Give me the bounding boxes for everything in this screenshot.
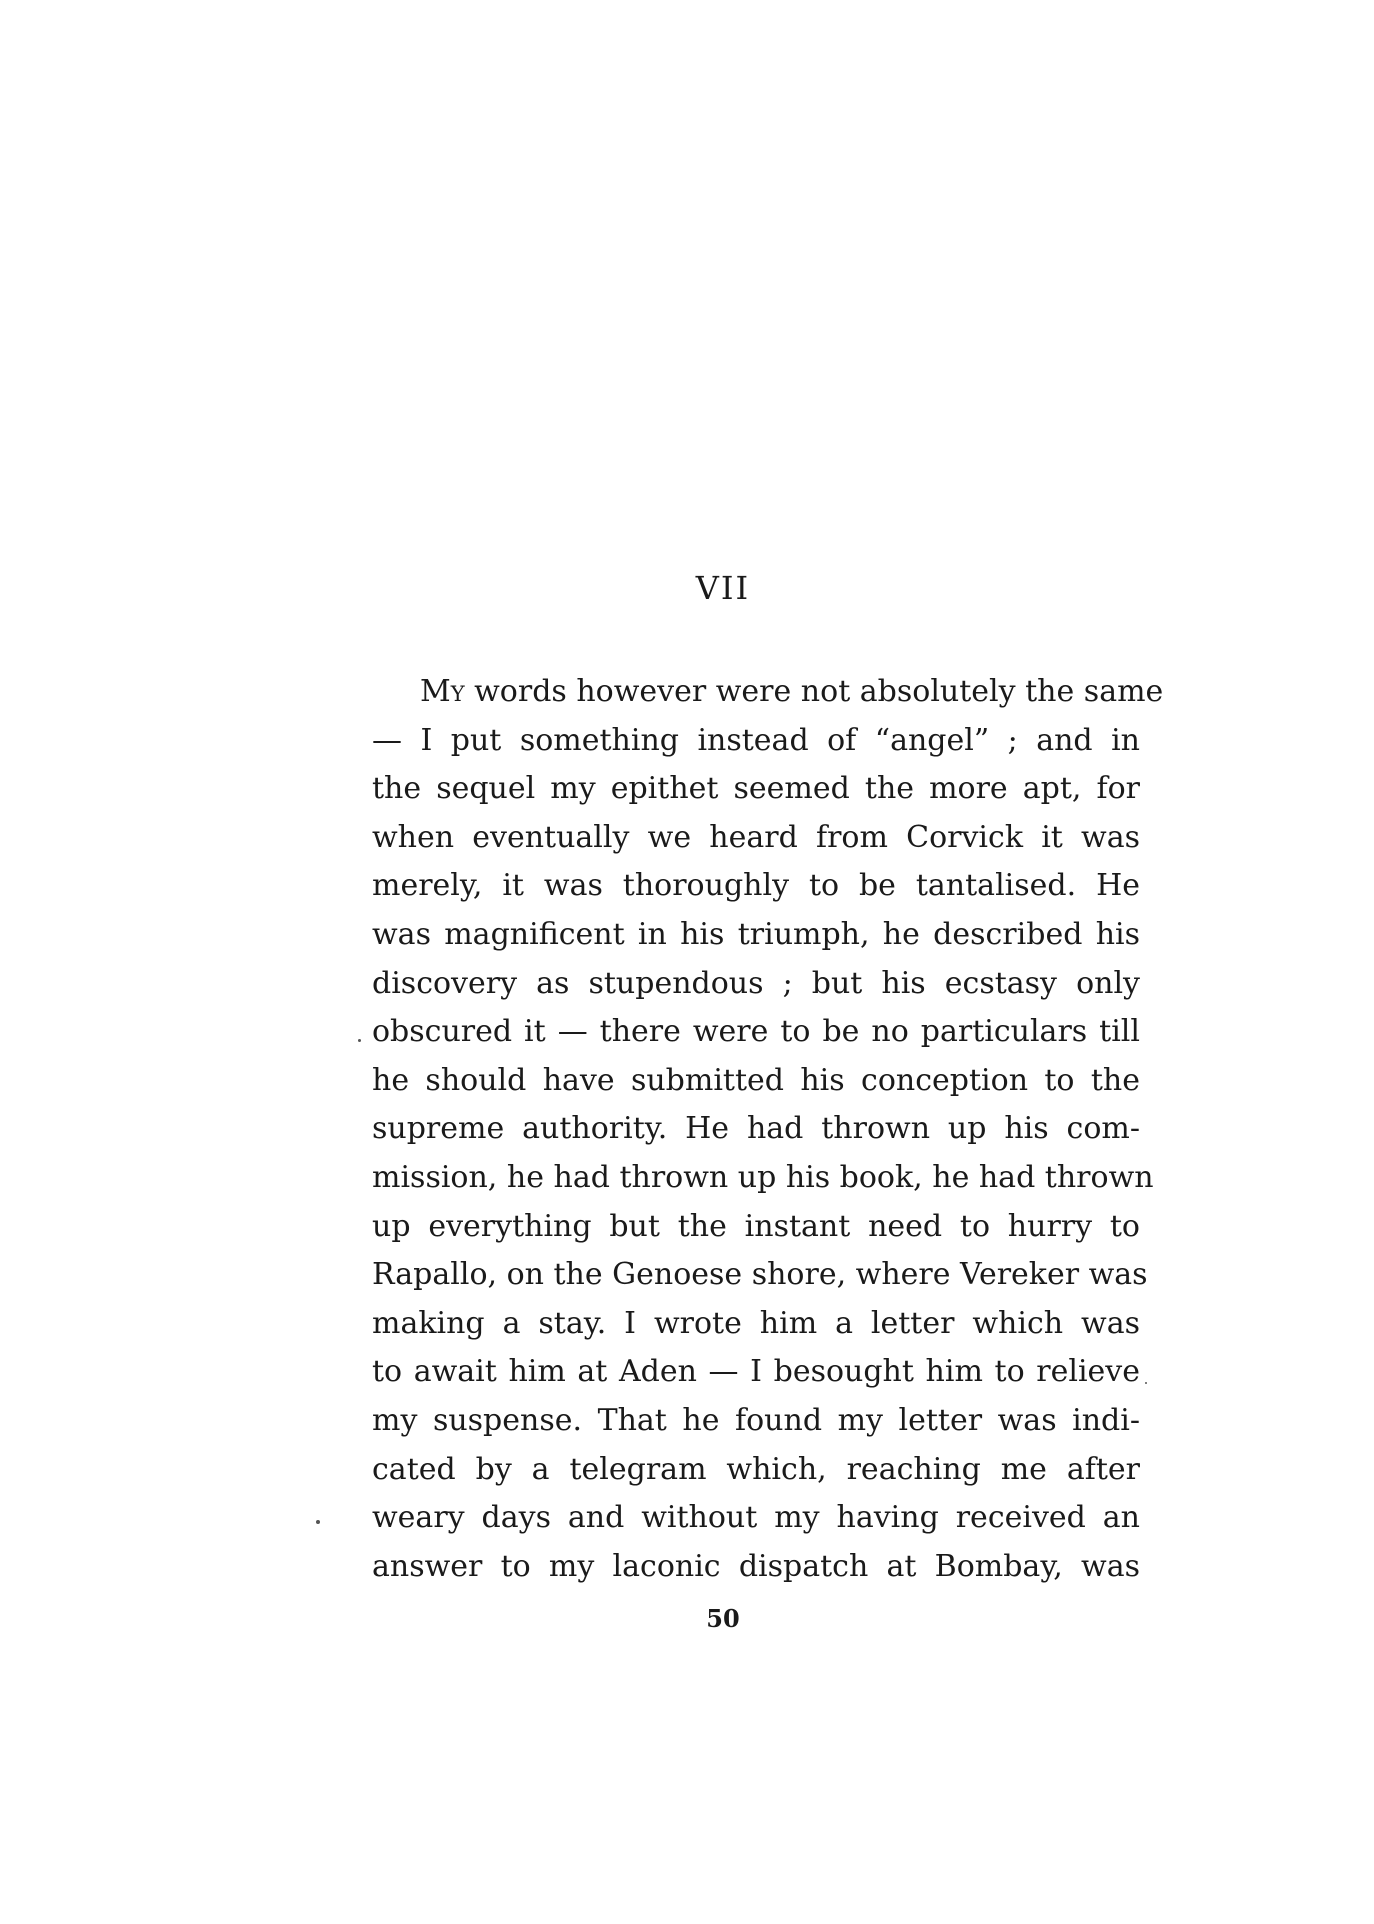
text-line-11: mission, he had thrown up his book, he had thrown <box>372 1159 1154 1195</box>
text-line-18: weary days and without my having received an <box>372 1500 1140 1536</box>
text-line-6: was magnificent in his triumph, he described his <box>372 916 1140 952</box>
scan-speck <box>1145 1382 1147 1384</box>
text-line-2: — I put something instead of “angel” ; and in <box>372 722 1140 758</box>
text-line-14: making a stay. I wrote him a letter which was <box>372 1305 1140 1341</box>
text-line-10: supreme authority. He had thrown up his com- <box>372 1111 1140 1147</box>
text-line-17: cated by a telegram which, reaching me after <box>372 1451 1140 1487</box>
page-number: 50 <box>706 1604 740 1633</box>
text-line-16: my suspense. That he found my letter was indi- <box>372 1402 1140 1438</box>
text-line-5: merely, it was thoroughly to be tantalised. He <box>372 868 1140 904</box>
text-line-15: to await him at Aden — I besought him to relieve <box>372 1354 1140 1390</box>
scan-speck <box>358 1039 361 1042</box>
text-line-3: the sequel my epithet seemed the more apt, for <box>372 771 1140 807</box>
scan-speck <box>316 1520 320 1524</box>
text-line-19: answer to my laconic dispatch at Bombay, was <box>372 1548 1140 1584</box>
text-line-7: discovery as stupendous ; but his ecstasy only <box>372 965 1140 1001</box>
text-line-9: he should have submitted his conception to the <box>372 1062 1140 1098</box>
text-line-13: Rapallo, on the Genoese shore, where Vereker was <box>372 1257 1148 1293</box>
first-word: My <box>420 674 465 709</box>
text-line-8: obscured it — there were to be no particulars till <box>372 1014 1140 1050</box>
chapter-heading: VII <box>695 569 751 607</box>
body-text <box>372 668 1164 1591</box>
text-line-1: My words however were not absolutely the same <box>420 674 1164 709</box>
text-line-4: when eventually we heard from Corvick it was <box>372 819 1140 855</box>
text-line-12: up everything but the instant need to hurry to <box>372 1208 1140 1244</box>
